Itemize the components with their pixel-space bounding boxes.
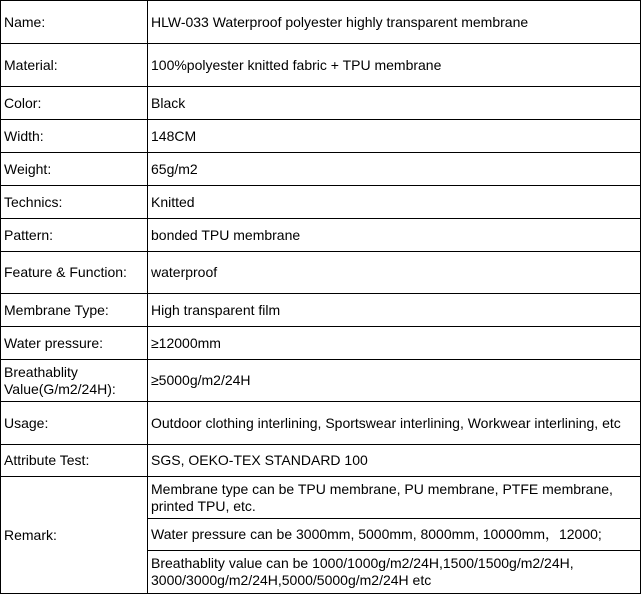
value-cell bbox=[148, 186, 641, 219]
value-cell bbox=[148, 120, 641, 153]
table-row-feature bbox=[1, 252, 641, 294]
table-row-attribute-test bbox=[1, 445, 641, 477]
usage-value: Outdoor clothing interlining, Sportswear interlining, Workwear interlining, etc bbox=[151, 414, 621, 431]
value-cell bbox=[148, 360, 641, 402]
label-cell bbox=[1, 294, 148, 327]
width-value: 148CM bbox=[151, 127, 197, 144]
value-cell bbox=[148, 44, 641, 87]
table-row-material bbox=[1, 44, 641, 87]
breathability-value: ≥5000g/m2/24H bbox=[151, 372, 251, 388]
label-cell bbox=[1, 1, 148, 44]
table-row-name bbox=[1, 1, 641, 44]
width-label: Width: bbox=[4, 127, 44, 144]
remark-item: Membrane type can be TPU membrane, PU membrane, PTFE membrane, printed TPU, etc. bbox=[151, 480, 613, 514]
table-row-technics bbox=[1, 186, 641, 219]
value-cell bbox=[148, 445, 641, 477]
value-cell bbox=[148, 294, 641, 327]
label-cell bbox=[1, 252, 148, 294]
membrane-type-label: Membrane Type: bbox=[4, 301, 109, 318]
material-label: Material: bbox=[4, 56, 58, 73]
label-cell bbox=[1, 445, 148, 477]
label-cell bbox=[1, 477, 148, 594]
usage-label: Usage: bbox=[4, 414, 49, 431]
name-value: HLW-033 Waterproof polyester highly transparent membrane bbox=[151, 13, 529, 30]
color-value: Black bbox=[151, 94, 186, 111]
breathability-label: Breathablity Value(G/m2/24H): bbox=[4, 363, 116, 397]
attribute-test-label: Attribute Test: bbox=[4, 452, 90, 468]
pattern-value: bonded TPU membrane bbox=[151, 226, 301, 243]
value-cell bbox=[148, 87, 641, 120]
technics-label: Technics: bbox=[4, 193, 63, 210]
attribute-test-value: SGS, OEKO-TEX STANDARD 100 bbox=[151, 452, 368, 468]
remark-label: Remark: bbox=[4, 526, 57, 543]
color-label: Color: bbox=[4, 94, 42, 111]
table-row-water-pressure bbox=[1, 327, 641, 360]
value-cell bbox=[148, 252, 641, 294]
table-row-weight bbox=[1, 153, 641, 186]
value-cell bbox=[148, 1, 641, 44]
label-cell bbox=[1, 153, 148, 186]
label-cell bbox=[1, 87, 148, 120]
feature-value: waterproof bbox=[151, 264, 218, 280]
technics-value: Knitted bbox=[151, 193, 195, 210]
table-row-breathability bbox=[1, 360, 641, 402]
label-cell bbox=[1, 186, 148, 219]
value-cell bbox=[148, 153, 641, 186]
table-row-membrane-type bbox=[1, 294, 641, 327]
remark-item: Water pressure can be 3000mm, 5000mm, 8000mm, 10000mm，12000; bbox=[151, 526, 602, 542]
label-cell bbox=[1, 327, 148, 360]
table-row-width bbox=[1, 120, 641, 153]
table-row-usage bbox=[1, 402, 641, 445]
feature-label: Feature & Function: bbox=[4, 264, 127, 280]
pattern-label: Pattern: bbox=[4, 226, 54, 243]
value-cell bbox=[148, 551, 641, 594]
value-cell bbox=[148, 477, 641, 519]
label-cell bbox=[1, 44, 148, 87]
label-cell bbox=[1, 402, 148, 445]
weight-label: Weight: bbox=[4, 160, 52, 177]
membrane-type-value: High transparent film bbox=[151, 301, 281, 318]
label-cell bbox=[1, 360, 148, 402]
weight-value: 65g/m2 bbox=[151, 160, 198, 177]
water-pressure-value: ≥12000mm bbox=[151, 334, 221, 351]
table-row-remark-1 bbox=[1, 477, 641, 519]
value-cell bbox=[148, 519, 641, 551]
label-cell bbox=[1, 120, 148, 153]
table-row-pattern bbox=[1, 219, 641, 252]
water-pressure-label: Water pressure: bbox=[4, 334, 104, 351]
value-cell bbox=[148, 327, 641, 360]
name-label: Name: bbox=[4, 13, 46, 30]
table-row-color bbox=[1, 87, 641, 120]
remark-item: Breathablity value can be 1000/1000g/m2/24H,1500/1500g/m2/24H, 3000/3000g/m2/24H,5000/5000g/m2/24H etc bbox=[151, 555, 574, 588]
label-cell bbox=[1, 219, 148, 252]
value-cell bbox=[148, 402, 641, 445]
value-cell bbox=[148, 219, 641, 252]
material-value: 100%polyester knitted fabric + TPU membrane bbox=[151, 56, 442, 73]
